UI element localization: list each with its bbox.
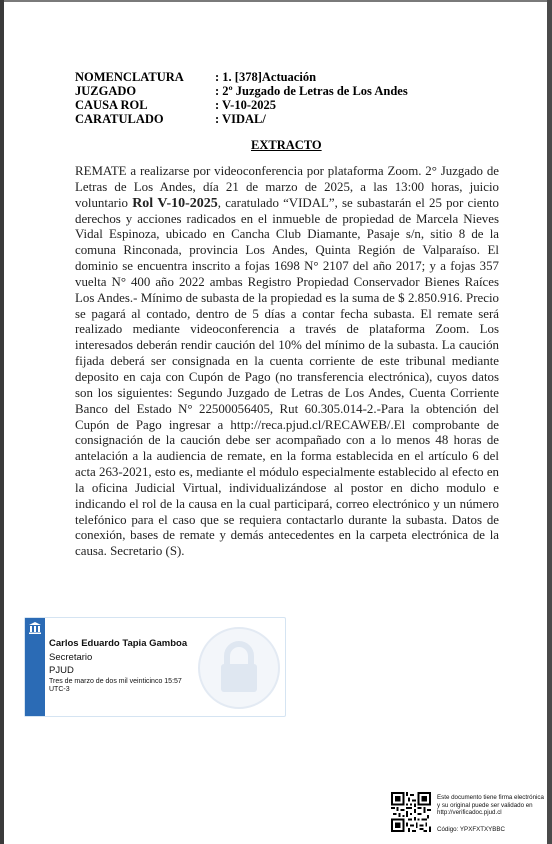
caratulado-value: : VIDAL/ xyxy=(215,112,266,126)
signature-date: Tres de marzo de dos mil veinticinco 15:57 UTC-3 xyxy=(49,678,182,693)
page-border-top xyxy=(0,0,552,2)
extract-body xyxy=(75,164,499,560)
verification-line-1: Este documento tiene firma electrónica xyxy=(437,794,544,801)
causa-rol-value: : V-10-2025 xyxy=(215,98,276,112)
header-row-causa-rol xyxy=(75,98,408,112)
header-row-caratulado xyxy=(75,112,408,126)
verification-url[interactable]: http://verificadoc.pjud.cl xyxy=(437,809,502,817)
signer-name: Carlos Eduardo Tapia Gamboa xyxy=(49,638,188,649)
page-border-right xyxy=(547,0,552,844)
caratulado-label: CARATULADO xyxy=(75,112,164,126)
header-row-juzgado xyxy=(75,84,408,98)
nomenclatura-label: NOMENCLATURA xyxy=(75,70,184,84)
electronic-signature-box xyxy=(24,617,286,717)
juzgado-label: JUZGADO xyxy=(75,84,137,98)
lock-icon xyxy=(197,626,281,710)
body-text-part2: , caratulado “VIDAL”, se subastarán el 25 por ciento derechos y acciones radicados en el inmueble de propiedad de Marcela Nieves Vidal Espinoza, ubicado en Cancha Club Diamante, Pasaje s/n, sitio 8 de la comuna Rinconada, provincia Los Andes, Quinta Región de Valparaíso. El dominio se encuentra inscrito a fojas 1698 N° 2107 del año 2017; y a fojas 357 vuelta N° 400 año 2022 ambas Registro Propiedad Conservador Bienes Raíces Los Andes.- Mínimo de subasta de la propiedad es la suma de $ 2.850.916. Precio se pagará al contado, dentro de 5 días a contar fecha subasta. El remate será realizado mediante videoconferencia a través de plataforma Zoom. Los interesados deberán rendir caución del 10% del mínimo de la subasta. La caución fijada deberá ser consignada en la cuenta corriente de este tribunal mediante deposito en caja con Cupón de Pago (no transferencia electrónica), cuyos datos son los siguientes: Segundo Juzgado de Letras de Los Andes, Cuenta Corriente Banco del Estado N° 22500056405, Rut 60.305.014-2.-Para la obtención del Cupón de Pago ingresar a http://reca.pjud.cl/RECAWEB/.El comprobante de consignación de la caución debe ser acompañado con a lo menos 48 horas de antelación a la audiencia de remate, en la forma establecida en el artículo 6 del acta 263-2021, esto es, mediante el módulo especialmente establecido al efecto en la oficina Judicial Virtual, individualizándose al postor en dicho modulo e indicando el rol de la causa en la cual participará, correo electrónico y un número telefónico para el caso que se requiera contactarlo durante la subasta. Datos de conexión, bases de remate y demás antecedentes en la carpeta electrónica de la causa. Secretario (S). xyxy=(75,195,499,559)
signer-role: Secretario xyxy=(49,652,93,663)
signature-side-bar xyxy=(25,618,45,716)
nomenclatura-value: : 1. [378]Actuación xyxy=(215,70,317,84)
qr-code xyxy=(391,792,431,832)
document-title: EXTRACTO xyxy=(251,138,322,152)
header-row-nomenclatura xyxy=(75,70,408,84)
courthouse-icon xyxy=(28,621,42,635)
causa-rol-label: CAUSA ROL xyxy=(75,98,148,112)
page-border-left xyxy=(0,0,4,844)
case-header xyxy=(75,70,408,126)
rol-number: Rol V-10-2025 xyxy=(132,195,218,211)
verification-code: Código: YPXFXTXYBBC xyxy=(437,826,505,833)
verification-note xyxy=(437,794,547,817)
verification-line-2: y su original puede ser validado en xyxy=(437,801,533,809)
juzgado-value: : 2º Juzgado de Letras de Los Andes xyxy=(215,84,408,98)
body-text-part1: REMATE a realizarse por videoconferencia por plataforma Zoom. 2° Juzgado de Letras de Los Andes, día 21 de marzo de 2025, a las 13:00 horas, juicio voluntario xyxy=(75,164,499,210)
signer-organization: PJUD xyxy=(49,665,74,676)
